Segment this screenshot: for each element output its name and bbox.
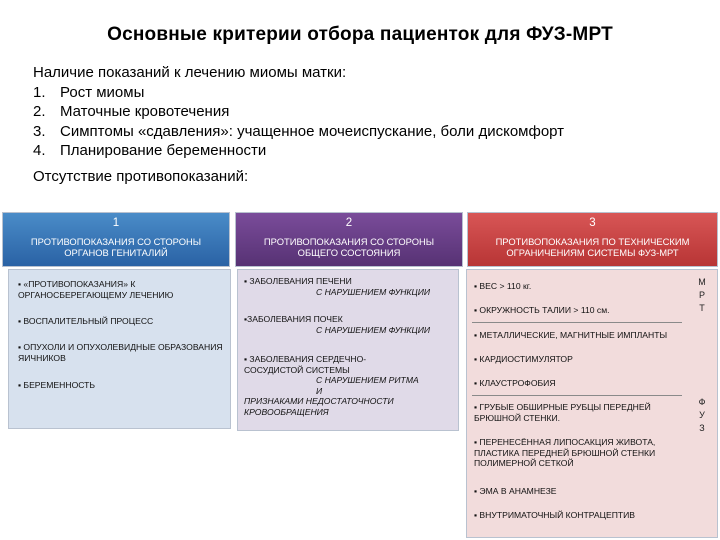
divider: [472, 322, 682, 323]
column-number: 2: [345, 217, 353, 229]
indication-number: 1.: [33, 83, 46, 101]
column-number: 1: [112, 217, 120, 229]
list-item: [244, 276, 454, 297]
indication-number: 2.: [33, 103, 46, 120]
list-item: ▪ КЛАУСТРОФОБИЯ: [474, 378, 556, 388]
side-letter: З: [699, 423, 705, 433]
column-title: ПРОТИВОПОКАЗАНИЯ СО СТОРОНЫ ОРГАНОВ ГЕНИТАЛИЙ: [30, 236, 202, 258]
item-qualifier-extra: ПРИЗНАКАМИ НЕДОСТАТОЧНОСТИ КРОВООБРАЩЕНИЯ: [244, 396, 394, 417]
side-letter: Т: [699, 303, 705, 313]
list-item: ▪ «ПРОТИВОПОКАЗАНИЯ» К ОРГАНОСБЕРЕГАЮЩЕМУ ЛЕЧЕНИЮ: [18, 279, 174, 300]
list-item: ▪ ВЕС > 110 кг.: [474, 281, 532, 291]
list-item: ▪ ЭМА В АНАМНЕЗЕ: [474, 486, 557, 496]
indications-heading: Наличие показаний к лечению миомы матки:: [33, 64, 347, 81]
item-main: ▪ ЗАБОЛЕВАНИЯ СЕРДЕЧНО-СОСУДИСТОЙ СИСТЕМЫ: [244, 354, 367, 375]
list-item: ▪ ВОСПАЛИТЕЛЬНЫЙ ПРОЦЕСС: [18, 316, 154, 326]
item-qualifier: С НАРУШЕНИЕМ ФУНКЦИИ: [316, 286, 431, 297]
genital-contraindications-panel: [8, 269, 231, 429]
divider: [472, 395, 682, 396]
side-letter: Ф: [698, 397, 706, 407]
fuz-side-label: [693, 396, 711, 435]
indication-number: 4.: [33, 142, 46, 159]
indication-text: Рост миомы: [60, 83, 145, 101]
indication-text: Планирование беременности: [60, 142, 267, 159]
column-number: 3: [589, 217, 596, 229]
list-item: [244, 314, 454, 335]
list-item: ▪ БЕРЕМЕННОСТЬ: [18, 380, 96, 390]
indication-item: [33, 83, 713, 103]
list-item: ▪ ГРУБЫЕ ОБШИРНЫЕ РУБЦЫ ПЕРЕДНЕЙ БРЮШНОЙ СТЕНКИ.: [474, 402, 651, 423]
side-letter: У: [699, 410, 705, 420]
indication-text: Маточные кровотечения: [60, 103, 230, 120]
indication-item: [33, 102, 713, 122]
list-item: [244, 354, 419, 417]
page-title: Основные критерии отбора пациенток для ФУЗ-МРТ: [107, 24, 613, 45]
contraindications-heading: Отсутствие противопоказаний:: [33, 167, 249, 185]
list-item: ▪ КАРДИОСТИМУЛЯТОР: [474, 354, 573, 364]
list-item: ▪ ОПУХОЛИ И ОПУХОЛЕВИДНЫЕ ОБРАЗОВАНИЯ ЯИЧНИКОВ: [18, 342, 223, 363]
indication-text: Симптомы «сдавления»: учащенное мочеиспускание, боли дискомфорт: [60, 122, 565, 140]
column-header-technical: [467, 212, 718, 267]
indication-number: 3.: [33, 122, 46, 140]
item-qualifier: С НАРУШЕНИЕМ ФУНКЦИИ: [316, 324, 431, 335]
list-item: ▪ ОКРУЖНОСТЬ ТАЛИИ > 110 см.: [474, 305, 610, 315]
column-title: ПРОТИВОПОКАЗАНИЯ СО СТОРОНЫ ОБЩЕГО СОСТОЯНИЯ: [263, 236, 435, 258]
mrt-side-label: [693, 276, 711, 315]
list-item: ▪ ВНУТРИМАТОЧНЫЙ КОНТРАЦЕПТИВ: [474, 510, 636, 520]
side-letter: М: [698, 277, 706, 287]
column-title: ПРОТИВОПОКАЗАНИЯ ПО ТЕХНИЧЕСКИМ ОГРАНИЧЕНИЯМ СИСТЕМЫ ФУЗ-МРТ: [495, 236, 690, 258]
list-item: ▪ ПЕРЕНЕСЁННАЯ ЛИПОСАКЦИЯ ЖИВОТА, ПЛАСТИКА ПЕРЕДНЕЙ БРЮШНОЙ СТЕНКИ ПОЛИМЕРНОЙ СЕТКОЙ: [474, 437, 656, 468]
item-main: ▪ ЗАБОЛЕВАНИЯ ПЕЧЕНИ: [244, 276, 352, 286]
general-contraindications-panel: [237, 269, 459, 431]
item-main: ▪ЗАБОЛЕВАНИЯ ПОЧЕК: [244, 314, 343, 324]
indication-item: [33, 141, 713, 161]
indication-item: [33, 122, 713, 142]
column-header-genital: [2, 212, 230, 267]
list-item: ▪ МЕТАЛЛИЧЕСКИЕ, МАГНИТНЫЕ ИМПЛАНТЫ: [474, 330, 668, 340]
item-qualifier: С НАРУШЕНИЕМ РИТМА И: [316, 375, 419, 396]
side-letter: Р: [698, 290, 705, 300]
indications-block: [33, 63, 713, 186]
column-header-general: [235, 212, 463, 267]
